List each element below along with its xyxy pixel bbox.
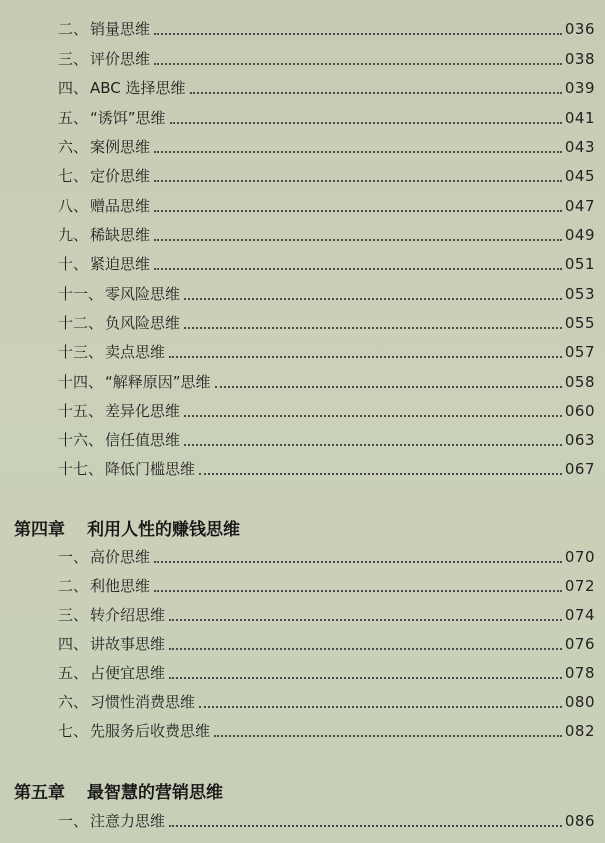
entry-page-number: 045 — [564, 167, 595, 185]
dot-leader — [214, 735, 562, 737]
entry-number: 十一、 — [58, 285, 104, 303]
toc-entry[interactable] — [58, 399, 595, 423]
entry-page-number: 072 — [564, 577, 595, 595]
dot-leader — [199, 473, 562, 475]
dot-leader — [184, 444, 562, 446]
dot-leader — [154, 210, 562, 212]
entry-page-number: 047 — [564, 197, 595, 215]
entry-title: 利他思维 — [90, 577, 151, 595]
toc-entry[interactable] — [58, 661, 595, 685]
entry-page-number: 080 — [564, 693, 595, 711]
entry-title: 讲故事思维 — [90, 635, 166, 653]
entry-page-number: 067 — [564, 460, 595, 478]
toc-entry[interactable] — [58, 252, 595, 276]
toc-entry[interactable] — [58, 809, 595, 833]
entry-title: 定价思维 — [90, 167, 151, 185]
entry-title: 信任值思维 — [105, 431, 181, 449]
toc-entry[interactable] — [58, 690, 595, 714]
entry-page-number: 082 — [564, 722, 595, 740]
entry-title: 负风险思维 — [105, 314, 181, 332]
toc-entry[interactable] — [58, 719, 595, 743]
dot-leader — [199, 706, 562, 708]
dot-leader — [154, 590, 562, 592]
chapter-label: 第四章 — [14, 520, 65, 540]
dot-leader — [169, 825, 562, 827]
entry-title: 降低门槛思维 — [105, 460, 196, 478]
entry-title: 案例思维 — [90, 138, 151, 156]
entry-title: 习惯性消费思维 — [90, 693, 196, 711]
entry-page-number: 063 — [564, 431, 595, 449]
dot-leader — [169, 648, 562, 650]
toc-entry[interactable] — [58, 135, 595, 159]
toc-entry[interactable] — [58, 17, 595, 41]
entry-title: 零风险思维 — [105, 285, 181, 303]
entry-page-number: 049 — [564, 226, 595, 244]
dot-leader — [184, 327, 562, 329]
toc-entry[interactable] — [58, 194, 595, 218]
entry-title: ABC 选择思维 — [90, 79, 186, 97]
toc-entry[interactable] — [58, 340, 595, 364]
toc-entry[interactable] — [58, 223, 595, 247]
entry-page-number: 051 — [564, 255, 595, 273]
entry-title: 评价思维 — [90, 50, 151, 68]
dot-leader — [154, 151, 562, 153]
dot-leader — [154, 180, 562, 182]
dot-leader — [190, 92, 562, 94]
entry-title: 注意力思维 — [90, 812, 166, 830]
entry-title: 高价思维 — [90, 548, 151, 566]
entry-page-number: 070 — [564, 548, 595, 566]
entry-number: 十四、 — [58, 373, 104, 391]
entry-title: 差异化思维 — [105, 402, 181, 420]
entry-number: 二、 — [58, 20, 89, 38]
entry-page-number: 036 — [564, 20, 595, 38]
entry-title: 稀缺思维 — [90, 226, 151, 244]
toc-entry[interactable] — [58, 106, 595, 130]
chapter-heading[interactable] — [14, 517, 240, 543]
entry-number: 一、 — [58, 812, 89, 830]
toc-entry[interactable] — [58, 76, 595, 100]
toc-entry[interactable] — [58, 603, 595, 627]
entry-number: 五、 — [58, 109, 89, 127]
entry-number: 八、 — [58, 197, 89, 215]
entry-number: 三、 — [58, 50, 89, 68]
toc-entry[interactable] — [58, 311, 595, 335]
chapter-title: 利用人性的赚钱思维 — [87, 520, 240, 540]
entry-title: 占便宜思维 — [90, 664, 166, 682]
dot-leader — [169, 356, 562, 358]
entry-number: 十七、 — [58, 460, 104, 478]
toc-entry[interactable] — [58, 545, 595, 569]
toc-entry[interactable] — [58, 428, 595, 452]
entry-page-number: 038 — [564, 50, 595, 68]
toc-entry[interactable] — [58, 457, 595, 481]
entry-title: “诱饵”思维 — [90, 109, 166, 127]
entry-number: 七、 — [58, 722, 89, 740]
entry-title: 销量思维 — [90, 20, 151, 38]
entry-page-number: 043 — [564, 138, 595, 156]
toc-entry[interactable] — [58, 370, 595, 394]
chapter-heading[interactable] — [14, 780, 223, 806]
entry-number: 十三、 — [58, 343, 104, 361]
dot-leader — [169, 677, 562, 679]
entry-number: 五、 — [58, 664, 89, 682]
entry-title: 紧迫思维 — [90, 255, 151, 273]
dot-leader — [184, 415, 562, 417]
entry-number: 六、 — [58, 138, 89, 156]
entry-page-number: 055 — [564, 314, 595, 332]
entry-page-number: 057 — [564, 343, 595, 361]
dot-leader — [215, 386, 562, 388]
dot-leader — [154, 63, 562, 65]
entry-title: 先服务后收费思维 — [90, 722, 211, 740]
dot-leader — [154, 33, 562, 35]
entry-number: 七、 — [58, 167, 89, 185]
toc-entry[interactable] — [58, 282, 595, 306]
entry-number: 四、 — [58, 79, 89, 97]
entry-number: 十六、 — [58, 431, 104, 449]
entry-number: 十、 — [58, 255, 89, 273]
entry-number: 六、 — [58, 693, 89, 711]
dot-leader — [184, 298, 562, 300]
toc-entry[interactable] — [58, 164, 595, 188]
entry-page-number: 053 — [564, 285, 595, 303]
chapter-title: 最智慧的营销思维 — [87, 783, 223, 803]
toc-entry[interactable] — [58, 574, 595, 598]
entry-title: “解释原因”思维 — [105, 373, 211, 391]
dot-leader — [169, 619, 562, 621]
entry-number: 一、 — [58, 548, 89, 566]
entry-number: 十二、 — [58, 314, 104, 332]
entry-number: 三、 — [58, 606, 89, 624]
dot-leader — [154, 239, 562, 241]
entry-number: 四、 — [58, 635, 89, 653]
toc-entry[interactable] — [58, 47, 595, 71]
entry-number: 二、 — [58, 577, 89, 595]
entry-title: 转介绍思维 — [90, 606, 166, 624]
dot-leader — [170, 122, 562, 124]
toc-entry[interactable] — [58, 632, 595, 656]
entry-page-number: 076 — [564, 635, 595, 653]
dot-leader — [154, 561, 562, 563]
entry-number: 九、 — [58, 226, 89, 244]
entry-number: 十五、 — [58, 402, 104, 420]
entry-title: 卖点思维 — [105, 343, 166, 361]
dot-leader — [154, 268, 562, 270]
chapter-label: 第五章 — [14, 783, 65, 803]
entry-page-number: 039 — [564, 79, 595, 97]
entry-title: 赠品思维 — [90, 197, 151, 215]
entry-page-number: 086 — [564, 812, 595, 830]
entry-page-number: 058 — [564, 373, 595, 391]
entry-page-number: 041 — [564, 109, 595, 127]
entry-page-number: 060 — [564, 402, 595, 420]
entry-page-number: 074 — [564, 606, 595, 624]
entry-page-number: 078 — [564, 664, 595, 682]
